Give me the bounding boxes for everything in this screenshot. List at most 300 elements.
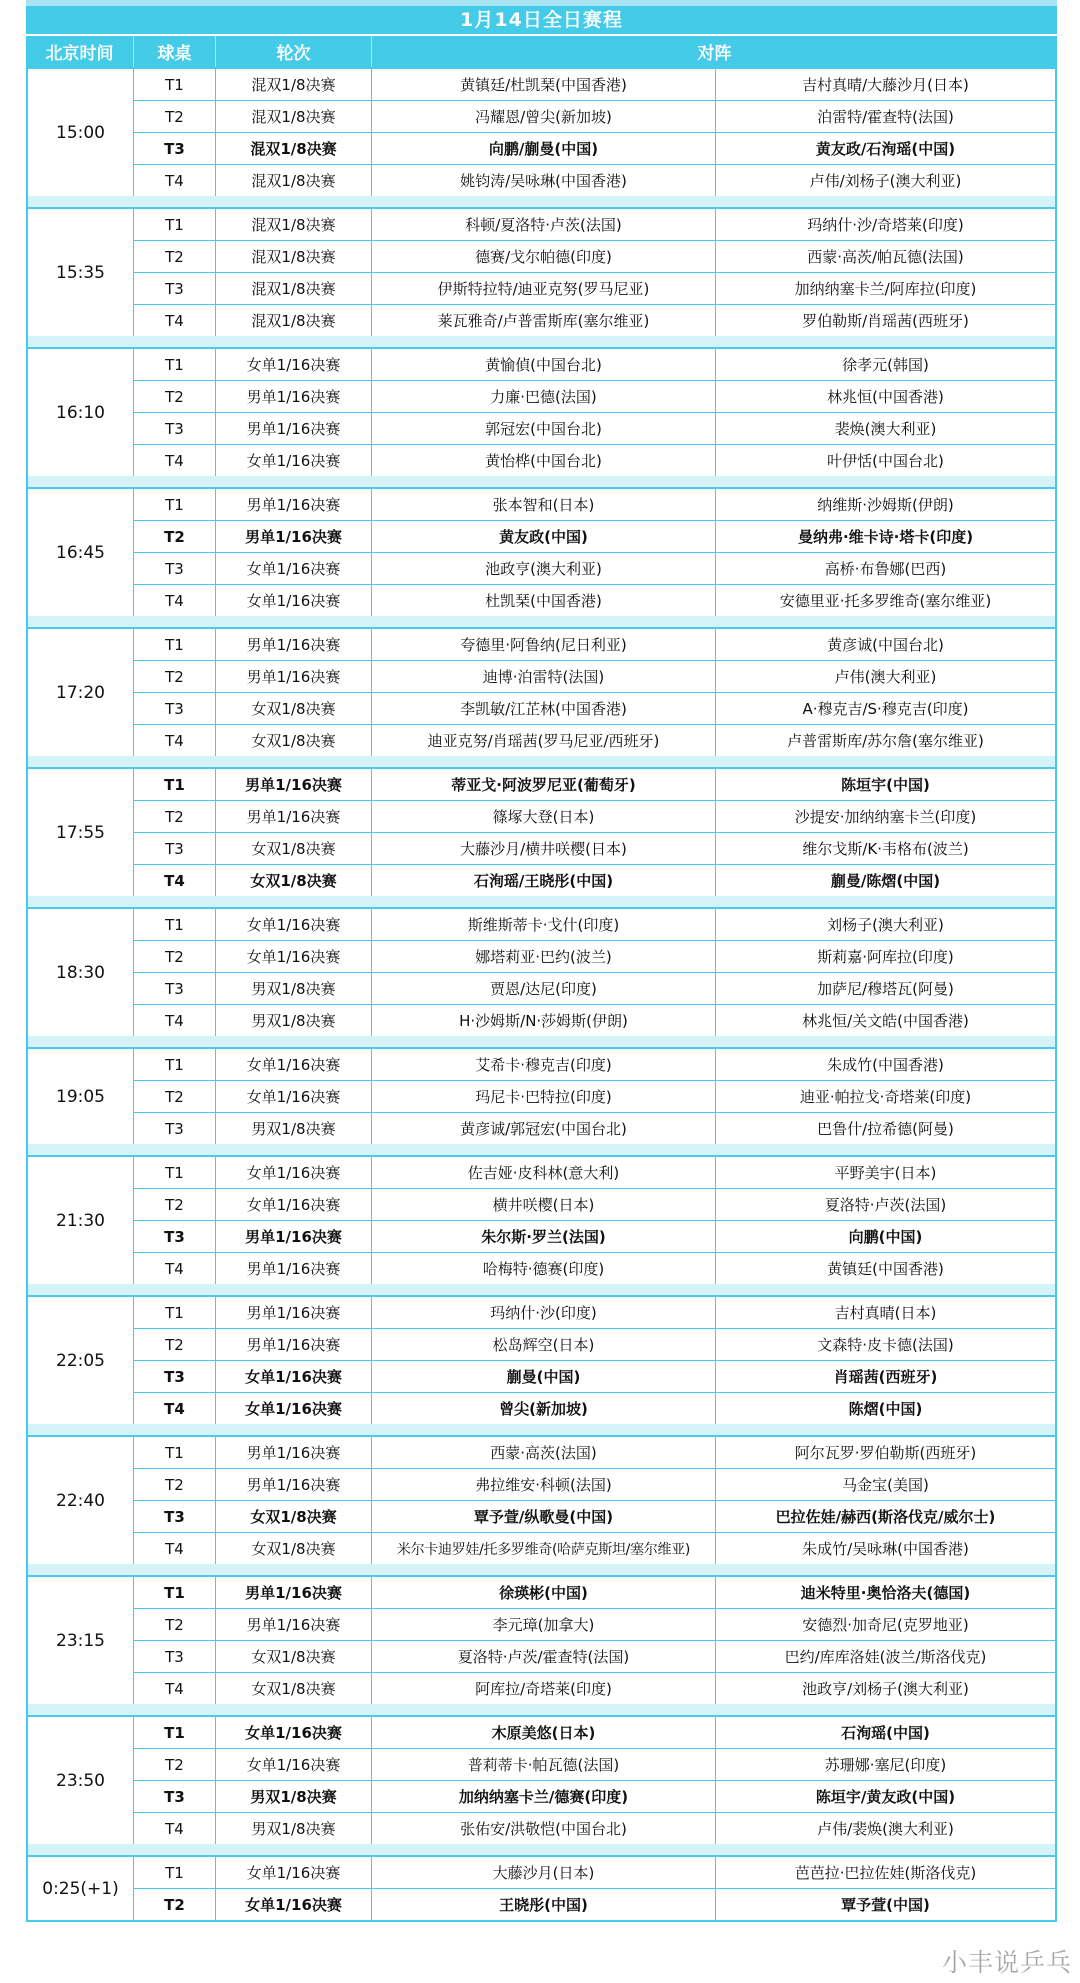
player1-cell: 德赛/戈尔帕德(印度) [372,241,716,272]
session-time: 0:25(+1) [28,1857,134,1920]
round-cell: 混双1/8决赛 [216,273,372,304]
player1-cell: 蒯曼(中国) [372,1361,716,1392]
match-row [134,1780,1055,1812]
match-row [134,972,1055,1004]
round-cell: 女单1/16决赛 [216,553,372,584]
table-cell: T1 [134,489,216,520]
table-cell: T2 [134,1469,216,1500]
player1-cell: 佐吉娅·皮科林(意大利) [372,1157,716,1188]
table-cell: T3 [134,273,216,304]
round-cell: 女单1/16决赛 [216,909,372,940]
player2-cell: 黄镇廷(中国香港) [827,1260,944,1278]
session-divider [26,756,1057,767]
table-cell: T4 [134,1533,216,1564]
player2-cell: 叶伊恬(中国台北) [827,452,944,470]
table-cell: T2 [134,661,216,692]
table-cell: T1 [134,69,216,100]
match-row [134,69,1055,100]
table-cell: T1 [134,1857,216,1888]
table-cell: T1 [134,1437,216,1468]
session-time: 17:20 [28,629,134,756]
session-block [26,1047,1057,1144]
table-bottom-border [26,1920,1057,1922]
round-cell: 男单1/16决赛 [216,521,372,552]
player2-cell: 陈熠(中国) [848,1400,923,1418]
table-cell: T3 [134,553,216,584]
match-row [134,1328,1055,1360]
table-cell: T1 [134,1577,216,1608]
player1-cell: 夏洛特·卢茨/霍查特(法国) [372,1641,716,1672]
session-time: 21:30 [28,1157,134,1284]
table-cell: T3 [134,1221,216,1252]
sessions-list [26,67,1057,1920]
player2-cell: 苏珊娜·塞尼(印度) [824,1756,947,1774]
session-divider [26,1284,1057,1295]
match-row [134,1112,1055,1144]
session-time: 22:40 [28,1437,134,1564]
round-cell: 女双1/8决赛 [216,725,372,756]
schedule-title: 1月14日全日赛程 [26,6,1057,34]
session-time: 16:10 [28,349,134,476]
player2-cell: 纳维斯·沙姆斯(伊朗) [817,496,954,514]
player1-cell: 杜凯琹(中国香港) [372,585,716,616]
round-cell: 女单1/16决赛 [216,349,372,380]
player2-cell: 林兆恒(中国香港) [827,388,944,406]
player1-cell: 冯耀恩/曾尖(新加坡) [372,101,716,132]
round-cell: 男单1/16决赛 [216,1469,372,1500]
session-time: 23:15 [28,1577,134,1704]
session-time: 18:30 [28,909,134,1036]
match-row [134,272,1055,304]
table-cell: T3 [134,1361,216,1392]
round-cell: 混双1/8决赛 [216,69,372,100]
table-cell: T1 [134,1049,216,1080]
match-rows [134,489,1055,616]
match-row [134,864,1055,896]
match-row [134,1080,1055,1112]
table-cell: T4 [134,1813,216,1844]
player1-cell: 横井咲樱(日本) [372,1189,716,1220]
table-cell: T2 [134,521,216,552]
player2-cell: 巴拉佐娃/赫西(斯洛伐克/威尔士) [775,1508,996,1526]
player1-cell: 米尔卡迪罗娃/托多罗维奇(哈萨克斯坦/塞尔维亚) [372,1533,716,1564]
table-cell: T1 [134,1157,216,1188]
player1-cell: 李凯敏/江芷林(中国香港) [372,693,716,724]
session-block [26,627,1057,756]
table-cell: T2 [134,1329,216,1360]
match-row [134,1360,1055,1392]
match-rows [134,1437,1055,1564]
round-cell: 男单1/16决赛 [216,661,372,692]
table-cell: T1 [134,209,216,240]
player2-cell: 加纳纳塞卡兰/阿库拉(印度) [794,280,977,298]
session-divider [26,1844,1057,1855]
player2-cell: 池政亨/刘杨子(澳大利亚) [802,1680,969,1698]
match-row [134,1220,1055,1252]
player1-cell: 黄怡桦(中国台北) [372,445,716,476]
table-cell: T2 [134,1889,216,1920]
round-cell: 女单1/16决赛 [216,1717,372,1748]
table-cell: T3 [134,833,216,864]
match-row [134,660,1055,692]
round-cell: 男双1/8决赛 [216,1781,372,1812]
header-match: 对阵 [697,44,732,64]
player2-cell: 陈垣宇(中国) [841,776,930,794]
table-cell: T2 [134,1749,216,1780]
round-cell: 男单1/16决赛 [216,1221,372,1252]
match-row [134,444,1055,476]
round-cell: 混双1/8决赛 [216,133,372,164]
match-rows [134,1857,1055,1920]
round-cell: 男单1/16决赛 [216,413,372,444]
player1-cell: 斯维斯蒂卡·戈什(印度) [372,909,716,940]
session-divider [26,1564,1057,1575]
match-row [134,1888,1055,1920]
match-row [134,800,1055,832]
match-row [134,1500,1055,1532]
player1-cell: 木原美悠(日本) [372,1717,716,1748]
session-time: 16:45 [28,489,134,616]
table-cell: T4 [134,305,216,336]
player2-cell: 卢伟/裴焕(澳大利亚) [817,1820,954,1838]
match-row [134,209,1055,240]
player1-cell: 黄愉偵(中国台北) [372,349,716,380]
player1-cell: 张佑安/洪敬恺(中国台北) [372,1813,716,1844]
player2-cell: 夏洛特·卢茨(法国) [824,1196,947,1214]
player2-cell: 卢伟(澳大利亚) [834,668,937,686]
header-round: 轮次 [216,36,372,67]
table-cell: T4 [134,1393,216,1424]
match-row [134,1717,1055,1748]
player2-cell: 巴约/库库洛娃(波兰/斯洛伐克) [784,1648,987,1666]
table-cell: T4 [134,1253,216,1284]
player2-cell: 肖瑶茜(西班牙) [833,1368,938,1386]
player1-cell: 石洵瑶/王晓彤(中国) [372,865,716,896]
player1-cell: 大藤沙月(日本) [372,1857,716,1888]
session-time: 15:35 [28,209,134,336]
session-divider [26,196,1057,207]
player1-cell: 艾希卡·穆克吉(印度) [372,1049,716,1080]
match-row [134,909,1055,940]
table-cell: T3 [134,1501,216,1532]
match-row [134,1812,1055,1844]
match-rows [134,629,1055,756]
round-cell: 女单1/16决赛 [216,1081,372,1112]
table-cell: T3 [134,1641,216,1672]
round-cell: 女双1/8决赛 [216,1501,372,1532]
match-rows [134,1049,1055,1144]
match-row [134,1577,1055,1608]
player1-cell: 松岛辉空(日本) [372,1329,716,1360]
player2-cell: 平野美宇(日本) [834,1164,937,1182]
match-row [134,1297,1055,1328]
session-divider [26,1036,1057,1047]
player2-cell: 安德里亚·托多罗维奇(塞尔维亚) [779,592,992,610]
table-cell: T4 [134,1673,216,1704]
match-row [134,240,1055,272]
player1-cell: 伊斯特拉特/迪亚克努(罗马尼亚) [372,273,716,304]
table-cell: T4 [134,165,216,196]
match-row [134,380,1055,412]
table-cell: T2 [134,241,216,272]
session-divider [26,896,1057,907]
match-row [134,1468,1055,1500]
table-cell: T2 [134,801,216,832]
table-cell: T3 [134,1781,216,1812]
match-row [134,1857,1055,1888]
match-row [134,1608,1055,1640]
table-cell: T3 [134,973,216,1004]
round-cell: 男单1/16决赛 [216,769,372,800]
match-row [134,1157,1055,1188]
player2-cell: 陈垣宇/黄友政(中国) [815,1788,956,1806]
round-cell: 混双1/8决赛 [216,241,372,272]
round-cell: 男单1/16决赛 [216,1329,372,1360]
match-rows [134,349,1055,476]
table-cell: T4 [134,725,216,756]
match-rows [134,1157,1055,1284]
player1-cell: 王晓彤(中国) [372,1889,716,1920]
player1-cell: 大藤沙月/横井咲樱(日本) [372,833,716,864]
round-cell: 男单1/16决赛 [216,1577,372,1608]
player2-cell: 沙提安·加纳纳塞卡兰(印度) [794,808,977,826]
player2-cell: A·穆克吉/S·穆克吉(印度) [802,700,969,718]
table-cell: T1 [134,629,216,660]
player2-cell: 吉村真晴(日本) [834,1304,937,1322]
round-cell: 男单1/16决赛 [216,489,372,520]
round-cell: 女双1/8决赛 [216,865,372,896]
match-row [134,1640,1055,1672]
table-cell: T4 [134,585,216,616]
match-row [134,304,1055,336]
match-row [134,832,1055,864]
round-cell: 男单1/16决赛 [216,1253,372,1284]
player2-cell: 卢伟/刘杨子(澳大利亚) [809,172,962,190]
player1-cell: 娜塔莉亚·巴约(波兰) [372,941,716,972]
match-row [134,1188,1055,1220]
match-rows [134,1717,1055,1844]
round-cell: 男双1/8决赛 [216,973,372,1004]
player2-cell: 巴鲁什/拉希德(阿曼) [817,1120,954,1138]
round-cell: 女双1/8决赛 [216,1673,372,1704]
session-divider [26,336,1057,347]
round-cell: 男单1/16决赛 [216,381,372,412]
session-block [26,487,1057,616]
player2-cell: 吉村真晴/大藤沙月(日本) [802,76,969,94]
match-row [134,1437,1055,1468]
match-rows [134,909,1055,1036]
table-cell: T1 [134,1297,216,1328]
session-block [26,347,1057,476]
player1-cell: 力廉·巴德(法国) [372,381,716,412]
table-cell: T2 [134,941,216,972]
session-block [26,1435,1057,1564]
player2-cell: 西蒙·高茨/帕瓦德(法国) [807,248,964,266]
player1-cell: 科顿/夏洛特·卢茨(法国) [372,209,716,240]
player1-cell: 迪博·泊雷特(法国) [372,661,716,692]
table-cell: T1 [134,769,216,800]
player2-cell: 朱成竹(中国香港) [827,1056,944,1074]
match-rows [134,769,1055,896]
match-row [134,584,1055,616]
player1-cell: 向鹏/蒯曼(中国) [372,133,716,164]
player1-cell: 弗拉维安·科顿(法国) [372,1469,716,1500]
player1-cell: 覃予萱/纵歌曼(中国) [372,1501,716,1532]
session-time: 19:05 [28,1049,134,1144]
match-row [134,724,1055,756]
session-block [26,1155,1057,1284]
match-rows [134,69,1055,196]
player2-cell: 安德烈·加奇尼(克罗地亚) [802,1616,969,1634]
player2-cell: 泊雷特/霍查特(法国) [817,108,954,126]
player2-cell: 玛纳什·沙/奇塔莱(印度) [807,216,964,234]
round-cell: 男单1/16决赛 [216,1437,372,1468]
player1-cell: 黄镇廷/杜凯琹(中国香港) [372,69,716,100]
player1-cell: 姚钧涛/吴咏琳(中国香港) [372,165,716,196]
match-rows [134,1297,1055,1424]
player2-cell: 高桥·布鲁娜(巴西) [824,560,947,578]
player1-cell: 蒂亚戈·阿波罗尼亚(葡萄牙) [372,769,716,800]
session-divider [26,616,1057,627]
round-cell: 男单1/16决赛 [216,1609,372,1640]
round-cell: 女单1/16决赛 [216,585,372,616]
player2-cell: 覃予萱(中国) [841,1896,930,1914]
match-row [134,1252,1055,1284]
session-time: 23:50 [28,1717,134,1844]
player2-cell: 刘杨子(澳大利亚) [827,916,944,934]
schedule-sheet [26,6,1057,1922]
player2-cell: 迪米特里·奥恰洛夫(德国) [800,1584,971,1602]
round-cell: 男单1/16决赛 [216,801,372,832]
match-row [134,100,1055,132]
match-row [134,132,1055,164]
table-cell: T3 [134,1113,216,1144]
match-row [134,1392,1055,1424]
watermark: 小丰说乒乓 [941,1948,1072,1977]
round-cell: 女单1/16决赛 [216,1393,372,1424]
match-row [134,629,1055,660]
table-cell: T1 [134,1717,216,1748]
player1-cell: 夸德里·阿鲁纳(尼日利亚) [372,629,716,660]
table-header [26,34,1057,67]
player1-cell: 篠塚大登(日本) [372,801,716,832]
player2-cell: 向鹏(中国) [848,1228,923,1246]
match-row [134,1049,1055,1080]
player1-cell: 朱尔斯·罗兰(法国) [372,1221,716,1252]
table-cell: T4 [134,865,216,896]
player1-cell: 徐瑛彬(中国) [372,1577,716,1608]
table-cell: T1 [134,909,216,940]
player2-cell: 卢普雷斯库/苏尔詹(塞尔维亚) [787,732,984,750]
match-row [134,769,1055,800]
header-time: 北京时间 [26,36,134,67]
player1-cell: 玛纳什·沙(印度) [372,1297,716,1328]
session-divider [26,1144,1057,1155]
match-row [134,412,1055,444]
player2-cell: 马金宝(美国) [842,1476,929,1494]
player1-cell: 曾尖(新加坡) [372,1393,716,1424]
table-cell: T2 [134,101,216,132]
player2-cell: 曼纳弗·维卡诗·塔卡(印度) [797,528,974,546]
round-cell: 女单1/16决赛 [216,445,372,476]
player2-cell: 黄友政/石洵瑶(中国) [815,140,956,158]
table-cell: T1 [134,349,216,380]
round-cell: 女双1/8决赛 [216,1533,372,1564]
round-cell: 混双1/8决赛 [216,101,372,132]
header-table: 球桌 [134,36,216,67]
match-row [134,164,1055,196]
table-cell: T4 [134,1005,216,1036]
table-cell: T3 [134,133,216,164]
match-row [134,1532,1055,1564]
player1-cell: 迪亚克努/肖瑶茜(罗马尼亚/西班牙) [372,725,716,756]
session-block [26,207,1057,336]
match-row [134,489,1055,520]
round-cell: 男双1/8决赛 [216,1813,372,1844]
session-divider [26,1424,1057,1435]
table-cell: T2 [134,1609,216,1640]
player1-cell: 张本智和(日本) [372,489,716,520]
session-block [26,907,1057,1036]
player2-cell: 罗伯勒斯/肖瑶茜(西班牙) [802,312,969,330]
player2-cell: 石洵瑶(中国) [841,1724,930,1742]
match-row [134,940,1055,972]
round-cell: 女单1/16决赛 [216,1361,372,1392]
table-cell: T2 [134,1081,216,1112]
round-cell: 女单1/16决赛 [216,1189,372,1220]
match-row [134,1672,1055,1704]
session-time: 15:00 [28,69,134,196]
session-block [26,1855,1057,1920]
round-cell: 女单1/16决赛 [216,1749,372,1780]
player1-cell: 普莉蒂卡·帕瓦德(法国) [372,1749,716,1780]
player2-cell: 文森特·皮卡德(法国) [817,1336,954,1354]
match-row [134,520,1055,552]
table-cell: T4 [134,445,216,476]
match-row [134,1748,1055,1780]
player2-cell: 斯莉嘉·阿库拉(印度) [817,948,954,966]
player1-cell: 黄友政(中国) [372,521,716,552]
table-cell: T3 [134,693,216,724]
session-divider [26,1704,1057,1715]
player1-cell: 加纳纳塞卡兰/德赛(印度) [372,1781,716,1812]
session-time: 22:05 [28,1297,134,1424]
round-cell: 混双1/8决赛 [216,305,372,336]
player2-cell: 裴焕(澳大利亚) [834,420,937,438]
match-rows [134,209,1055,336]
player1-cell: 玛尼卡·巴特拉(印度) [372,1081,716,1112]
player2-cell: 朱成竹/吴咏琳(中国香港) [802,1540,969,1558]
player2-cell: 蒯曼/陈熠(中国) [830,872,941,890]
round-cell: 女单1/16决赛 [216,1889,372,1920]
session-time: 17:55 [28,769,134,896]
session-block [26,1715,1057,1844]
player1-cell: 莱瓦雅奇/卢普雷斯库(塞尔维亚) [372,305,716,336]
player2-cell: 加萨尼/穆塔瓦(阿曼) [817,980,954,998]
session-block [26,1295,1057,1424]
session-divider [26,476,1057,487]
round-cell: 女单1/16决赛 [216,1049,372,1080]
player1-cell: H·沙姆斯/N·莎姆斯(伊朗) [372,1005,716,1036]
session-block [26,67,1057,196]
round-cell: 女双1/8决赛 [216,833,372,864]
round-cell: 混双1/8决赛 [216,209,372,240]
player1-cell: 阿库拉/奇塔莱(印度) [372,1673,716,1704]
session-block [26,1575,1057,1704]
match-rows [134,1577,1055,1704]
player2-cell: 芭芭拉·巴拉佐娃(斯洛伐克) [794,1864,977,1882]
round-cell: 男双1/8决赛 [216,1113,372,1144]
